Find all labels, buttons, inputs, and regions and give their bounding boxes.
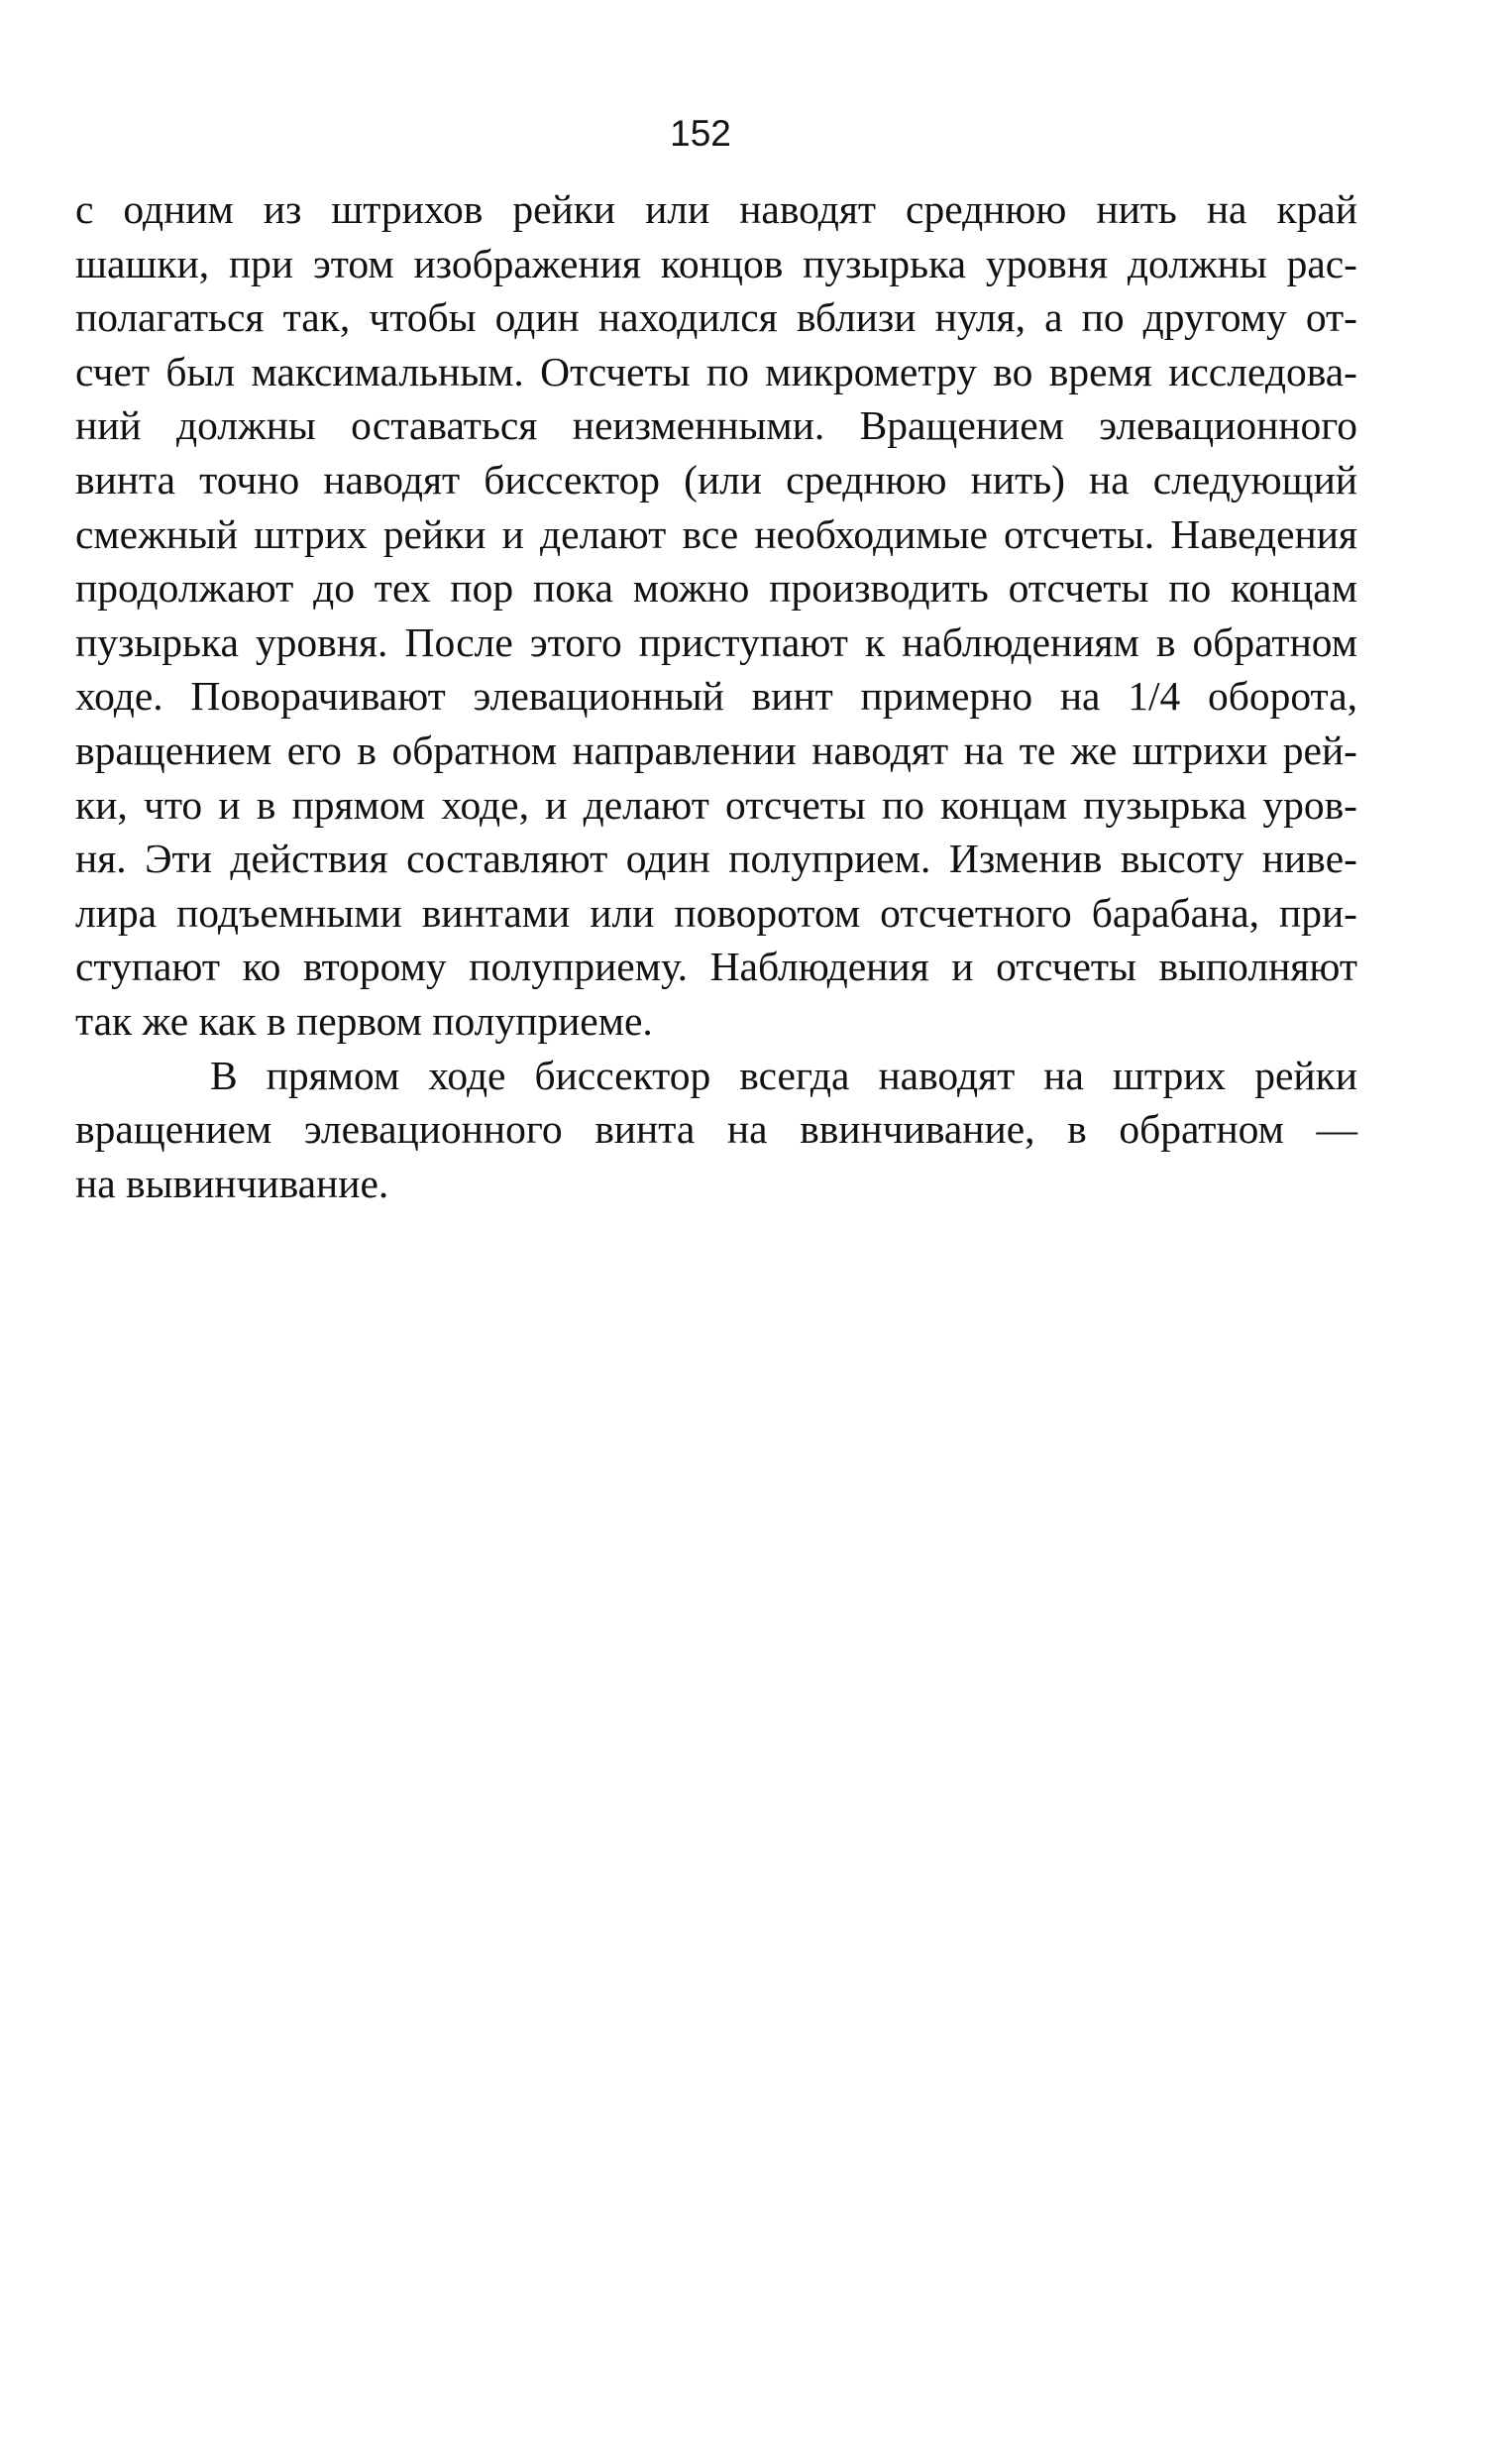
text-line: ки, что и в прямом ходе, и делают отсчеты по концам пузырька уров- xyxy=(75,781,1357,828)
text-line: на вывинчивание. xyxy=(75,1160,389,1206)
text-line: лира подъемными винтами или поворотом отсчетного барабана, при- xyxy=(75,889,1357,936)
text-line: винта точно наводят биссектор (или среднюю нить) на следующий xyxy=(75,456,1357,503)
text-line: счет был максимальным. Отсчеты по микрометру во время исследова- xyxy=(75,348,1357,394)
paragraph xyxy=(75,182,1357,1049)
text-line: полагаться так, чтобы один находился вблизи нуля, а по другому от- xyxy=(75,294,1357,341)
page-number: 152 xyxy=(670,113,731,154)
text-line: ступают ко второму полуприему. Наблюдения и отсчеты выполняют xyxy=(75,944,1357,990)
text-line: вращением его в обратном направлении наводят на те же штрихи рей- xyxy=(75,727,1357,773)
text-line: продолжают до тех пор пока можно производить отсчеты по концам xyxy=(75,565,1357,612)
text-line: ний должны оставаться неизменными. Вращением элевационного xyxy=(75,402,1357,449)
paragraph xyxy=(75,1049,1357,1211)
body-text xyxy=(75,182,1357,1210)
text-line: шашки, при этом изображения концов пузырька уровня должны рас- xyxy=(75,240,1357,286)
text-line: В прямом ходе биссектор всегда наводят на штрих рейки xyxy=(210,1052,1357,1098)
text-line: ходе. Поворачивают элевационный винт примерно на 1/4 оборота, xyxy=(75,673,1357,720)
text-line: вращением элевационного винта на ввинчивание, в обратном — xyxy=(75,1106,1357,1153)
text-line: пузырька уровня. После этого приступают к наблюдениям в обратном xyxy=(75,618,1357,665)
text-line: с одним из штрихов рейки или наводят среднюю нить на край xyxy=(75,186,1357,232)
text-line: смежный штрих рейки и делают все необходимые отсчеты. Наведения xyxy=(75,510,1357,557)
text-line: ня. Эти действия составляют один полуприем. Изменив высоту нивe- xyxy=(75,836,1357,882)
text-line: так же как в первом полуприеме. xyxy=(75,997,653,1044)
